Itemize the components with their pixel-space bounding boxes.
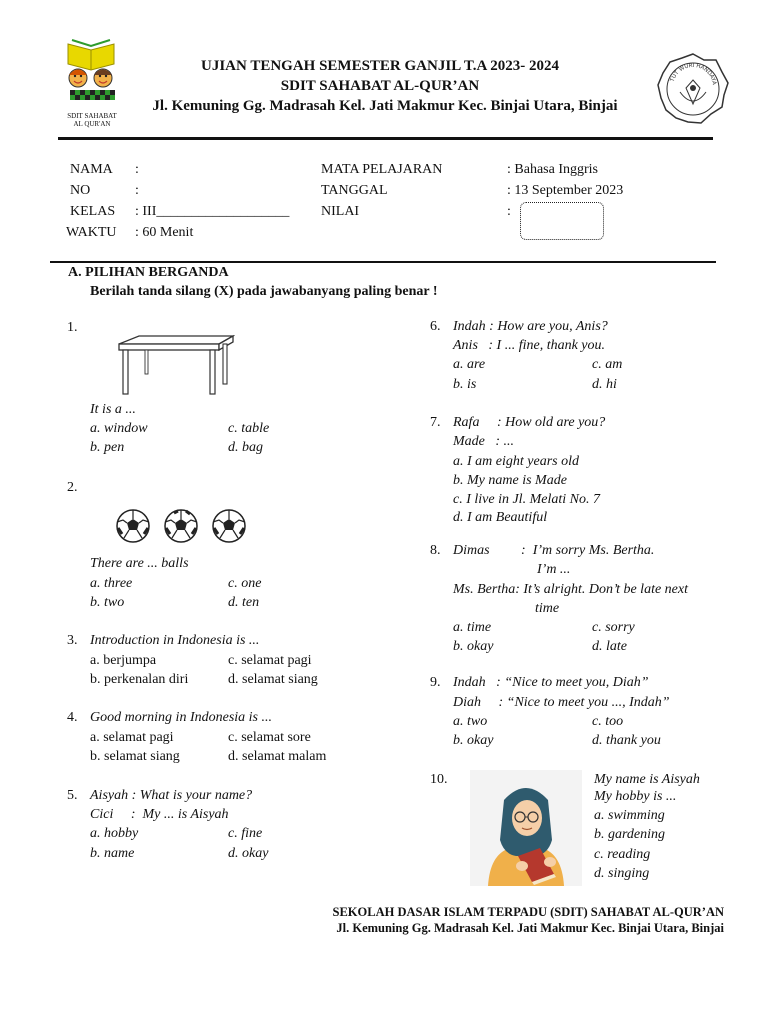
footer-school-name: SEKOLAH DASAR ISLAM TERPADU (SDIT) SAHABAT AL-QUR’AN bbox=[332, 905, 724, 919]
identity-divider bbox=[50, 261, 716, 263]
q9-line2: Diah : “Nice to meet you ..., Indah” bbox=[453, 695, 670, 710]
q1-text: It is a ... bbox=[90, 402, 136, 417]
q5-option-d[interactable]: d. okay bbox=[228, 846, 269, 861]
q6-option-d[interactable]: d. hi bbox=[592, 377, 617, 392]
tut-wuri-handayani-seal bbox=[656, 52, 730, 126]
q9-option-b[interactable]: b. okay bbox=[453, 733, 494, 748]
no-label: NO bbox=[70, 183, 91, 198]
q2-text: There are ... balls bbox=[90, 556, 189, 571]
q4-text: Good morning in Indonesia is ... bbox=[90, 710, 272, 725]
soccer-balls-image bbox=[114, 508, 250, 544]
q1-option-b[interactable]: b. pen bbox=[90, 440, 125, 455]
q8-option-b[interactable]: b. okay bbox=[453, 639, 494, 654]
nilai-sep: : bbox=[507, 204, 511, 219]
q7-option-d[interactable]: d. I am Beautiful bbox=[453, 510, 548, 525]
q5-option-b[interactable]: b. name bbox=[90, 846, 135, 861]
q10-option-c[interactable]: c. reading bbox=[594, 847, 651, 862]
q10-line2: My hobby is ... bbox=[594, 789, 677, 804]
q4-option-d[interactable]: d. selamat malam bbox=[228, 749, 327, 764]
q6-line2: Anis : I ... fine, thank you. bbox=[453, 338, 606, 353]
q6-line1: Indah : How are you, Anis? bbox=[453, 319, 608, 334]
section-title: A. PILIHAN BERGANDA bbox=[68, 265, 229, 280]
q2-option-b[interactable]: b. two bbox=[90, 595, 125, 610]
q8-option-a[interactable]: a. time bbox=[453, 620, 492, 635]
section-instruction: Berilah tanda silang (X) pada jawabanyang paling benar ! bbox=[90, 284, 438, 299]
nama-sep: : bbox=[135, 162, 139, 177]
q5-option-c[interactable]: c. fine bbox=[228, 826, 263, 841]
q10-option-b[interactable]: b. gardening bbox=[594, 827, 666, 842]
q7-number: 7. bbox=[430, 415, 441, 430]
table-image bbox=[115, 334, 235, 396]
q2-number: 2. bbox=[67, 480, 78, 495]
q3-option-b[interactable]: b. perkenalan diri bbox=[90, 672, 189, 687]
q9-option-a[interactable]: a. two bbox=[453, 714, 488, 729]
q5-line1: Aisyah : What is your name? bbox=[90, 788, 253, 803]
q8-line4: time bbox=[535, 601, 560, 616]
q3-option-d[interactable]: d. selamat siang bbox=[228, 672, 318, 687]
kelas-label: KELAS bbox=[70, 204, 116, 219]
q9-option-d[interactable]: d. thank you bbox=[592, 733, 661, 748]
q7-option-c[interactable]: c. I live in Jl. Melati No. 7 bbox=[453, 492, 600, 507]
q8-option-d[interactable]: d. late bbox=[592, 639, 627, 654]
logo-caption-line1: SDIT SAHABAT bbox=[67, 112, 117, 120]
q3-option-c[interactable]: c. selamat pagi bbox=[228, 653, 312, 668]
exam-title: UJIAN TENGAH SEMESTER GANJIL T.A 2023- 2024 bbox=[201, 58, 559, 74]
q8-option-c[interactable]: c. sorry bbox=[592, 620, 635, 635]
girl-reading-image bbox=[470, 770, 582, 886]
q4-number: 4. bbox=[67, 710, 78, 725]
kelas-field[interactable]: : III___________________ bbox=[135, 204, 290, 219]
q10-number: 10. bbox=[430, 772, 448, 787]
mapel-value: : Bahasa Inggris bbox=[507, 162, 598, 177]
q2-option-c[interactable]: c. one bbox=[228, 576, 262, 591]
q7-option-a[interactable]: a. I am eight years old bbox=[453, 454, 579, 469]
q8-line1: Dimas : I’m sorry Ms. Bertha. bbox=[453, 543, 655, 558]
q6-option-c[interactable]: c. am bbox=[592, 357, 623, 372]
q5-option-a[interactable]: a. hobby bbox=[90, 826, 139, 841]
q10-option-a[interactable]: a. swimming bbox=[594, 808, 665, 823]
q5-number: 5. bbox=[67, 788, 78, 803]
q1-option-a[interactable]: a. window bbox=[90, 421, 148, 436]
school-address: Jl. Kemuning Gg. Madrasah Kel. Jati Makmur Kec. Binjai Utara, Binjai bbox=[152, 98, 618, 114]
q5-line2: Cici : My ... is Aisyah bbox=[90, 807, 229, 822]
nama-label: NAMA bbox=[70, 162, 113, 177]
tanggal-label: TANGGAL bbox=[321, 183, 388, 198]
q2-option-a[interactable]: a. three bbox=[90, 576, 133, 591]
q8-line3: Ms. Bertha: It’s alright. Don’t be late next bbox=[453, 582, 688, 597]
q6-option-a[interactable]: a. are bbox=[453, 357, 486, 372]
q4-option-c[interactable]: c. selamat sore bbox=[228, 730, 311, 745]
nilai-label: NILAI bbox=[321, 204, 360, 219]
waktu-label: WAKTU bbox=[66, 225, 117, 240]
school-name: SDIT SAHABAT AL-QUR’AN bbox=[280, 78, 480, 94]
q7-line1: Rafa : How old are you? bbox=[453, 415, 606, 430]
ball-icon bbox=[117, 510, 149, 542]
logo-caption-line2: AL QUR'AN bbox=[73, 120, 111, 128]
q1-option-c[interactable]: c. table bbox=[228, 421, 270, 436]
q3-number: 3. bbox=[67, 633, 78, 648]
q9-line1: Indah : “Nice to meet you, Diah” bbox=[453, 675, 649, 690]
q10-line1: My name is Aisyah bbox=[594, 772, 700, 787]
q10-option-d[interactable]: d. singing bbox=[594, 866, 650, 881]
q1-number: 1. bbox=[67, 320, 78, 335]
q6-number: 6. bbox=[430, 319, 441, 334]
q3-text: Introduction in Indonesia is ... bbox=[90, 633, 260, 648]
q4-option-b[interactable]: b. selamat siang bbox=[90, 749, 180, 764]
mapel-label: MATA PELAJARAN bbox=[321, 162, 443, 177]
header-divider bbox=[58, 137, 713, 140]
seal-text: TUT WURI HANDAYA bbox=[669, 62, 717, 86]
tanggal-value: : 13 September 2023 bbox=[507, 183, 624, 198]
nilai-box[interactable] bbox=[520, 202, 604, 240]
q2-option-d[interactable]: d. ten bbox=[228, 595, 260, 610]
q8-number: 8. bbox=[430, 543, 441, 558]
q6-option-b[interactable]: b. is bbox=[453, 377, 477, 392]
q3-option-a[interactable]: a. berjumpa bbox=[90, 653, 157, 668]
waktu-value: : 60 Menit bbox=[135, 225, 194, 240]
q4-option-a[interactable]: a. selamat pagi bbox=[90, 730, 174, 745]
q9-number: 9. bbox=[430, 675, 441, 690]
q9-option-c[interactable]: c. too bbox=[592, 714, 624, 729]
q7-option-b[interactable]: b. My name is Made bbox=[453, 473, 567, 488]
q8-line2: I’m ... bbox=[537, 562, 571, 577]
q1-option-d[interactable]: d. bag bbox=[228, 440, 263, 455]
footer-address: Jl. Kemuning Gg. Madrasah Kel. Jati Makmur Kec. Binjai Utara, Binjai bbox=[336, 921, 724, 935]
no-sep: : bbox=[135, 183, 139, 198]
q7-line2: Made : ... bbox=[453, 434, 515, 449]
school-logo bbox=[60, 34, 122, 114]
